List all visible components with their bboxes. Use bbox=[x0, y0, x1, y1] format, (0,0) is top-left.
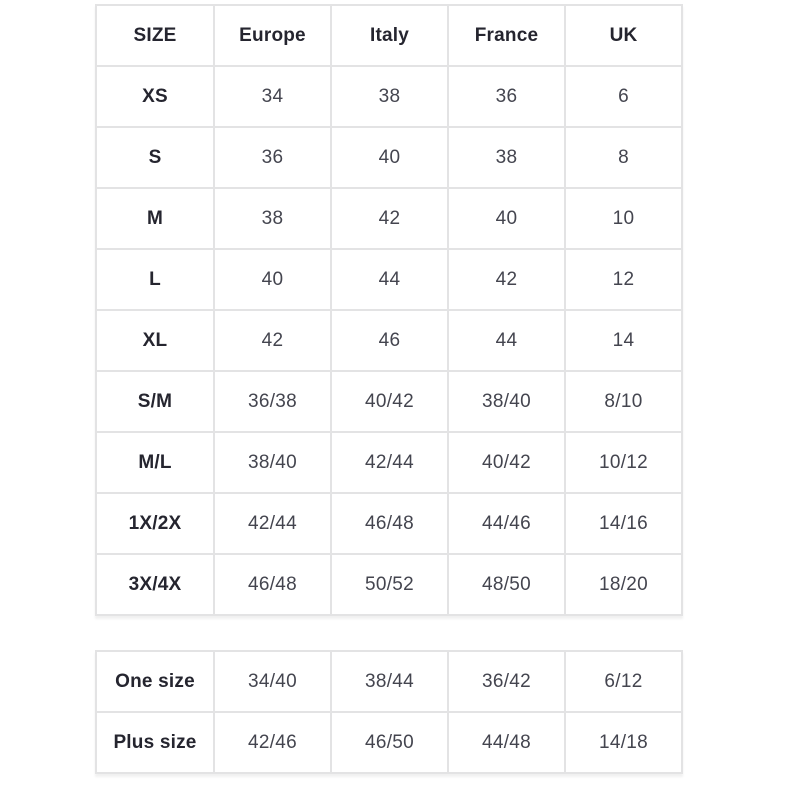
table-cell: 38/40 bbox=[214, 432, 331, 493]
column-header-uk: UK bbox=[565, 5, 682, 66]
table-row-one-size bbox=[96, 651, 682, 712]
table-row-s bbox=[96, 127, 682, 188]
column-header-size: SIZE bbox=[96, 5, 214, 66]
table-cell: 46/48 bbox=[214, 554, 331, 615]
table-row-xs bbox=[96, 66, 682, 127]
table-row-3x-4x bbox=[96, 554, 682, 615]
size-label: L bbox=[96, 249, 214, 310]
table-cell: 34 bbox=[214, 66, 331, 127]
table-cell: 44/46 bbox=[448, 493, 565, 554]
table-cell: 36/38 bbox=[214, 371, 331, 432]
size-label: S bbox=[96, 127, 214, 188]
size-label: XS bbox=[96, 66, 214, 127]
table-cell: 10/12 bbox=[565, 432, 682, 493]
table-cell: 18/20 bbox=[565, 554, 682, 615]
table-cell: 40 bbox=[214, 249, 331, 310]
size-label: 1X/2X bbox=[96, 493, 214, 554]
table-cell: 38 bbox=[214, 188, 331, 249]
table-row-s-m bbox=[96, 371, 682, 432]
table-cell: 6/12 bbox=[565, 651, 682, 712]
table-cell: 36/42 bbox=[448, 651, 565, 712]
table-row-xl bbox=[96, 310, 682, 371]
size-label: M bbox=[96, 188, 214, 249]
table-cell: 42/44 bbox=[331, 432, 448, 493]
size-conversion-table bbox=[95, 4, 683, 616]
table-cell: 46/50 bbox=[331, 712, 448, 773]
column-header-europe: Europe bbox=[214, 5, 331, 66]
table-row-m-l bbox=[96, 432, 682, 493]
table-cell: 14/18 bbox=[565, 712, 682, 773]
table-cell: 42/46 bbox=[214, 712, 331, 773]
table-cell: 46/48 bbox=[331, 493, 448, 554]
size-label: S/M bbox=[96, 371, 214, 432]
table-cell: 36 bbox=[448, 66, 565, 127]
table-row-plus-size bbox=[96, 712, 682, 773]
table-cell: 42/44 bbox=[214, 493, 331, 554]
column-header-italy: Italy bbox=[331, 5, 448, 66]
table-cell: 38/40 bbox=[448, 371, 565, 432]
column-header-france: France bbox=[448, 5, 565, 66]
header-row bbox=[96, 5, 682, 66]
size-label: Plus size bbox=[96, 712, 214, 773]
table-cell: 40/42 bbox=[448, 432, 565, 493]
table-cell: 38 bbox=[331, 66, 448, 127]
table-cell: 8 bbox=[565, 127, 682, 188]
table-cell: 34/40 bbox=[214, 651, 331, 712]
table-row-l bbox=[96, 249, 682, 310]
table-cell: 40 bbox=[331, 127, 448, 188]
table-cell: 40 bbox=[448, 188, 565, 249]
table-cell: 48/50 bbox=[448, 554, 565, 615]
table-cell: 38 bbox=[448, 127, 565, 188]
table-cell: 14/16 bbox=[565, 493, 682, 554]
table-cell: 6 bbox=[565, 66, 682, 127]
table-cell: 42 bbox=[448, 249, 565, 310]
table-cell: 44/48 bbox=[448, 712, 565, 773]
table-cell: 42 bbox=[214, 310, 331, 371]
table-cell: 14 bbox=[565, 310, 682, 371]
table-cell: 38/44 bbox=[331, 651, 448, 712]
size-label: One size bbox=[96, 651, 214, 712]
table-cell: 36 bbox=[214, 127, 331, 188]
table-cell: 46 bbox=[331, 310, 448, 371]
table-cell: 12 bbox=[565, 249, 682, 310]
table-cell: 10 bbox=[565, 188, 682, 249]
special-size-conversion-table bbox=[95, 650, 683, 774]
table-cell: 40/42 bbox=[331, 371, 448, 432]
table-cell: 44 bbox=[448, 310, 565, 371]
size-label: XL bbox=[96, 310, 214, 371]
table-row-m bbox=[96, 188, 682, 249]
table-cell: 8/10 bbox=[565, 371, 682, 432]
size-label: 3X/4X bbox=[96, 554, 214, 615]
table-cell: 50/52 bbox=[331, 554, 448, 615]
size-label: M/L bbox=[96, 432, 214, 493]
table-row-1x-2x bbox=[96, 493, 682, 554]
table-cell: 44 bbox=[331, 249, 448, 310]
table-cell: 42 bbox=[331, 188, 448, 249]
